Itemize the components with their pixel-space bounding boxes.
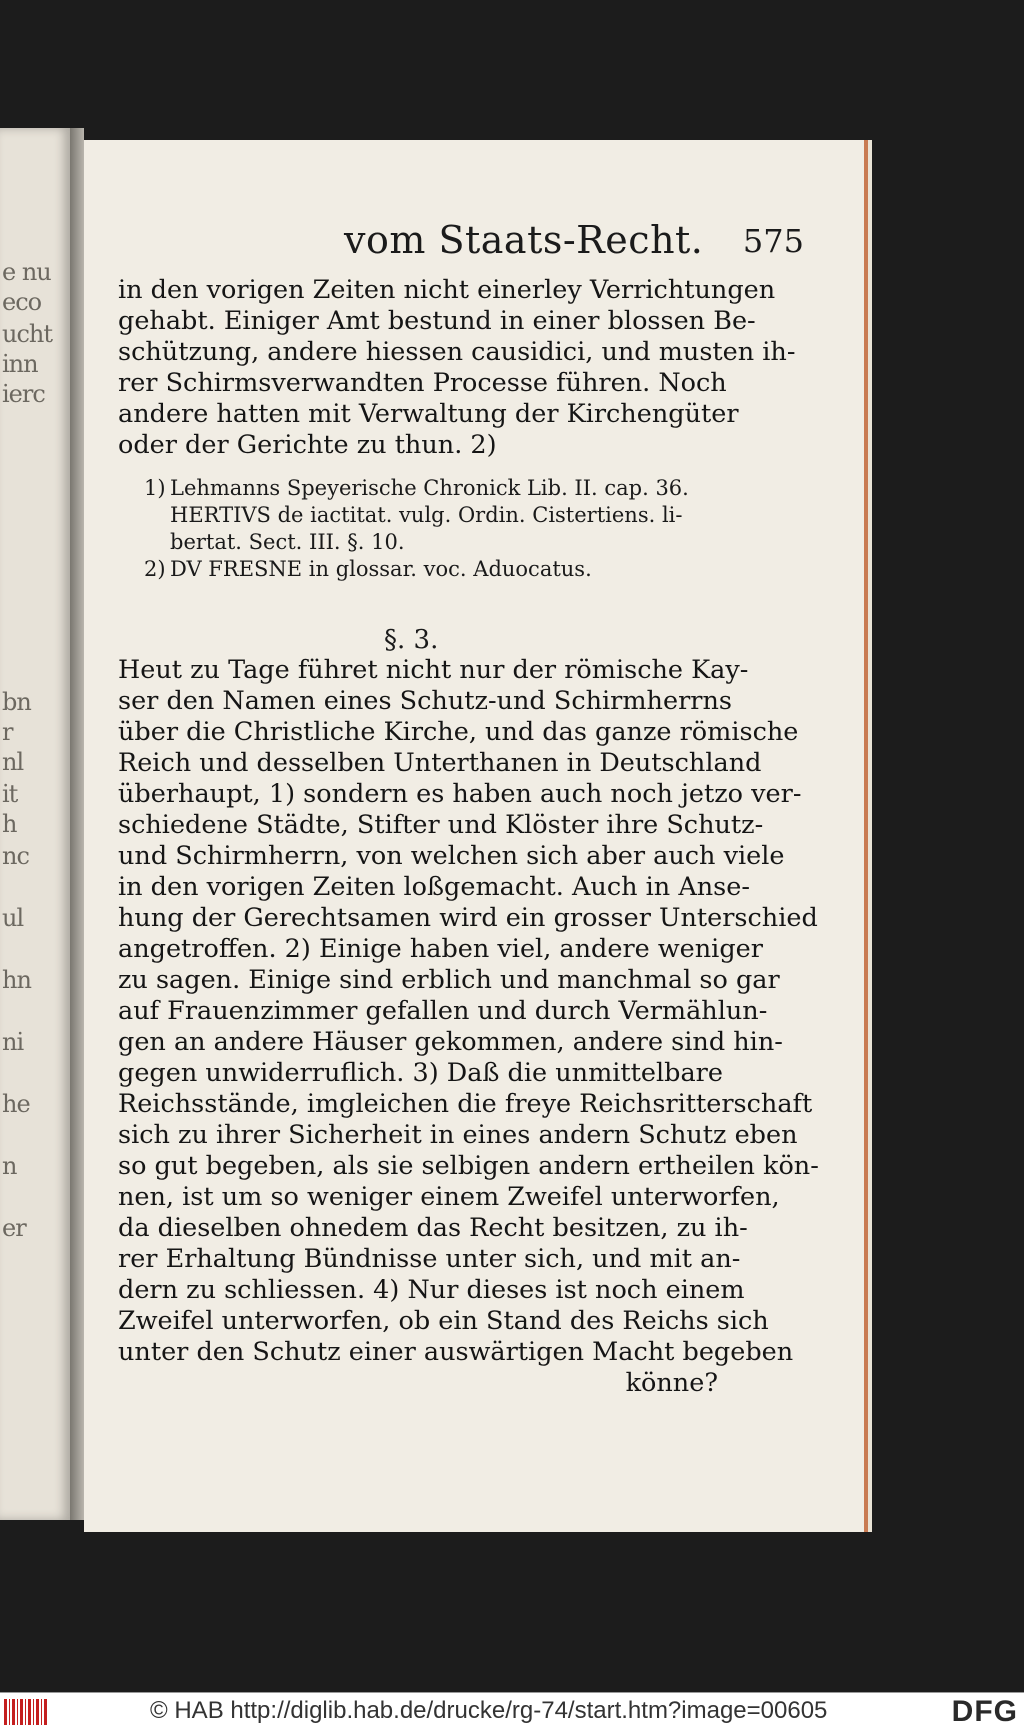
bleed-fragment: h <box>2 810 17 838</box>
text-line: da dieselben ohnedem das Recht besitzen, zu ih- <box>118 1213 748 1243</box>
text-line: so gut begeben, als sie selbigen andern ertheilen kön- <box>118 1151 819 1181</box>
book-page <box>84 140 864 1532</box>
footnote-line: bertat. Sect. III. §. 10. <box>170 530 405 554</box>
bleed-fragment: r <box>2 718 13 746</box>
bleed-fragment: it <box>2 780 18 808</box>
text-line: dern zu schliessen. 4) Nur dieses ist noch einem <box>118 1275 745 1305</box>
text-line: Reichsstände, imgleichen die freye Reichsritterschaft <box>118 1089 813 1119</box>
running-head: vom Staats-Recht. <box>344 218 704 262</box>
page-header <box>264 218 804 272</box>
bleed-fragment: ierc <box>2 380 45 408</box>
bleed-fragment: n <box>2 1152 17 1180</box>
barcode-icon <box>4 1699 48 1725</box>
footnotes <box>144 475 719 583</box>
text-line: sich zu ihrer Sicherheit in eines andern Schutz eben <box>118 1120 798 1150</box>
bleed-fragment: ni <box>2 1028 24 1056</box>
bleed-fragment: nl <box>2 748 24 776</box>
bleed-fragment: hn <box>2 966 31 994</box>
footnote <box>144 556 719 583</box>
dfg-logo: DFG <box>951 1695 1018 1728</box>
text-line: in den vorigen Zeiten loßgemacht. Auch in Anse- <box>118 872 750 902</box>
bleed-fragment: bn <box>2 688 31 716</box>
text-line: auf Frauenzimmer gefallen und durch Vermählun- <box>118 996 768 1026</box>
text-line: schiedene Städte, Stifter und Klöster ihre Schutz- <box>118 810 764 840</box>
text-line: schützung, andere hiessen causidici, und musten ih- <box>118 337 796 367</box>
bleed-fragment: nc <box>2 842 29 870</box>
footnote-line: HERTIVS de iactitat. vulg. Ordin. Cistertiens. li- <box>170 503 683 527</box>
text-line: ser den Namen eines Schutz-und Schirmherrns <box>118 686 732 716</box>
text-line: und Schirmherrn, von welchen sich aber auch viele <box>118 841 785 871</box>
bleed-fragment: inn <box>2 350 38 378</box>
text-line: gegen unwiderruflich. 3) Daß die unmittelbare <box>118 1058 723 1088</box>
bleed-fragment: er <box>2 1214 26 1242</box>
paragraph-continued <box>118 275 796 461</box>
book-gutter <box>70 128 84 1520</box>
text-line: zu sagen. Einige sind erblich und manchmal so gar <box>118 965 780 995</box>
source-credit-link[interactable]: © HAB http://diglib.hab.de/drucke/rg-74/start.htm?image=00605 <box>150 1697 828 1724</box>
page-number: 575 <box>742 222 804 260</box>
text-line: rer Schirmsverwandten Processe führen. Noch <box>118 368 727 398</box>
footer-bar <box>0 1692 1024 1731</box>
bleed-fragment: he <box>2 1090 30 1118</box>
text-line: Reich und desselben Unterthanen in Deutschland <box>118 748 762 778</box>
text-line: gehabt. Einiger Amt bestund in einer blossen Be- <box>118 306 756 336</box>
section-heading: §. 3. <box>384 625 439 655</box>
bleed-fragment: ul <box>2 904 24 932</box>
text-line: Zweifel unterworfen, ob ein Stand des Reichs sich <box>118 1306 769 1336</box>
text-line: könne? <box>625 1368 718 1398</box>
section-paragraph <box>118 655 819 1399</box>
text-line: hung der Gerechtsamen wird ein grosser Unterschied <box>118 903 818 933</box>
text-line: oder der Gerichte zu thun. 2) <box>118 430 497 460</box>
text-line: unter den Schutz einer auswärtigen Macht begeben <box>118 1337 794 1367</box>
text-line: in den vorigen Zeiten nicht einerley Verrichtungen <box>118 275 776 305</box>
text-line: über die Christliche Kirche, und das ganze römische <box>118 717 799 747</box>
bleed-fragment: eco <box>2 288 42 316</box>
text-line: rer Erhaltung Bündnisse unter sich, und mit an- <box>118 1244 741 1274</box>
bleed-fragment: e nu <box>2 258 51 286</box>
text-line: gen an andere Häuser gekommen, andere sind hin- <box>118 1027 783 1057</box>
text-line: angetroffen. 2) Einige haben viel, andere weniger <box>118 934 763 964</box>
footnote-line: Lehmanns Speyerische Chronick Lib. II. cap. 36. <box>170 476 689 500</box>
bleed-fragment: ucht <box>2 320 52 348</box>
text-line: überhaupt, 1) sondern es haben auch noch jetzo ver- <box>118 779 802 809</box>
footnote-number: 2) <box>144 557 166 581</box>
footnote-line: DV FRESNE in glossar. voc. Aduocatus. <box>170 557 592 581</box>
footnote-number: 1) <box>144 476 166 500</box>
text-line: andere hatten mit Verwaltung der Kirchengüter <box>118 399 739 429</box>
previous-page-edge <box>0 128 70 1520</box>
footnote <box>144 475 719 556</box>
text-line: nen, ist um so weniger einem Zweifel unterworfen, <box>118 1182 780 1212</box>
text-line: Heut zu Tage führet nicht nur der römische Kay- <box>118 655 749 685</box>
